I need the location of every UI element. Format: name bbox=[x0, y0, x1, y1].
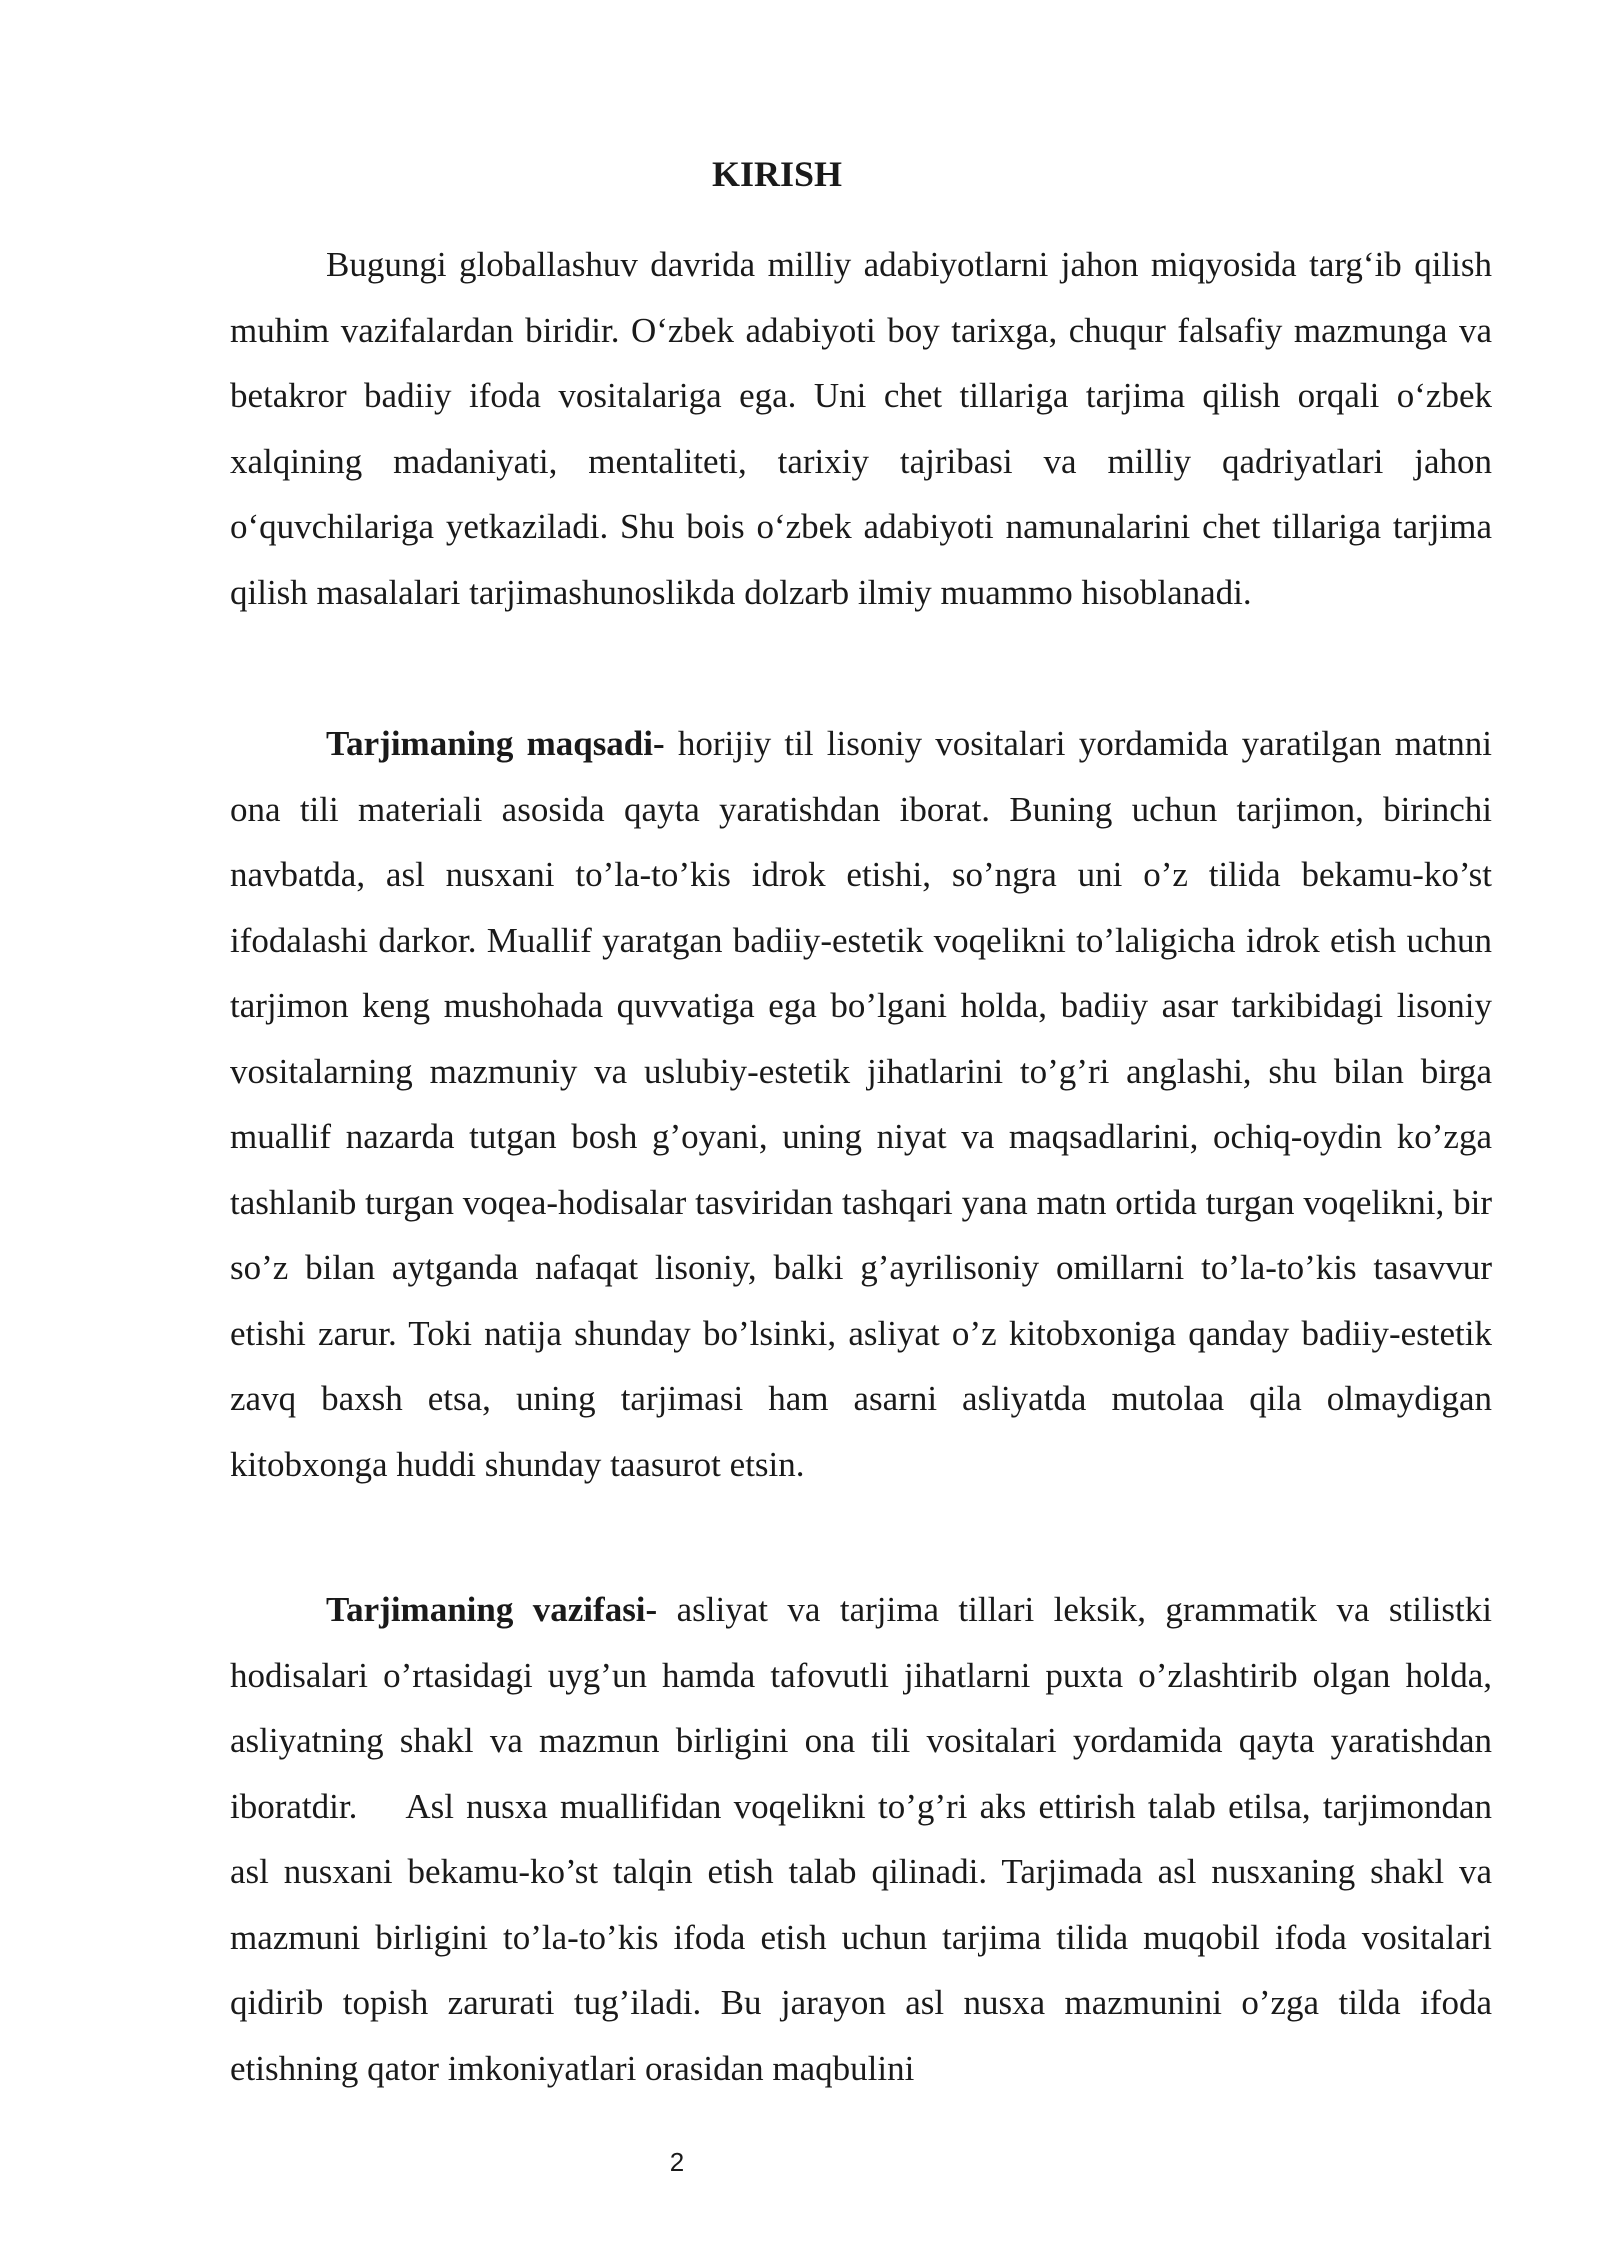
paragraph-lead-term: Tarjimaning maqsadi- bbox=[326, 724, 665, 763]
paragraph-text: asliyat va tarjima tillari leksik, grammatik va stilistki hodisalari o’rtasidagi uyg’un hamda tafovutli jihatlarni puxta o’zlashtirib olgan holda, asliyatning shakl va mazmun birligini ona tili vositalari yordamida qayta yaratishdan iboratdir. bbox=[230, 1590, 1492, 1826]
intro-paragraph bbox=[230, 232, 1492, 625]
paragraph-lead-term: Tarjimaning vazifasi- bbox=[326, 1590, 658, 1629]
translation-task-paragraph bbox=[230, 1577, 1492, 2101]
paragraph-text-continued: Asl nusxa muallifidan voqelikni to’g’ri aks ettirish talab etilsa, tarjimondan asl nusxani bekamu-ko’st talqin etish talab qilinadi. Tarjimada asl nusxaning shakl va mazmuni birligini to’la-to’kis ifoda etish uchun tarjima tilida muqobil ifoda vositalari qidirib topish zarurati tug’iladi. Bu jarayon asl nusxa mazmunini o’zga tilda ifoda etishning qator imkoniyatlari orasidan maqbulini bbox=[230, 1786, 1492, 2088]
translation-purpose-paragraph bbox=[230, 711, 1492, 1497]
page-number: 2 bbox=[669, 2147, 685, 2177]
paragraph-text: Bugungi globallashuv davrida milliy adabiyotlarni jahon miqyosida targ‘ib qilish muhim vazifalardan biridir. O‘zbek adabiyoti boy tarixga, chuqur falsafiy mazmunga va betakror badiiy ifoda vositalariga ega. Uni chet tillariga tarjima qilish orqali o‘zbek xalqining madaniyati, mentaliteti, tarixiy tajribasi va milliy qadriyatlari jahon o‘quvchilariga yetkaziladi. Shu bois o‘zbek adabiyoti namunalarini chet tillariga tarjima qilish masalalari tarjimashunoslikda dolzarb ilmiy muammo hisoblanadi. bbox=[230, 245, 1492, 612]
section-title: KIRISH bbox=[711, 154, 843, 194]
paragraph-text: horijiy til lisoniy vositalari yordamida yaratilgan matnni ona tili materiali asosida qayta yaratishdan iborat. Buning uchun tarjimon, birinchi navbatda, asl nusxani to’la-to’kis idrok etishi, so’ngra uni o’z tilida bekamu-ko’st ifodalashi darkor. Muallif yaratgan badiiy-estetik voqelikni to’laligicha idrok etish uchun tarjimon keng mushohada quvvatiga ega bo’lgani holda, badiiy asar tarkibidagi lisoniy vositalarning mazmuniy va uslubiy-estetik jihatlarini to’g’ri anglashi, shu bilan birga muallif nazarda tutgan bosh g’oyani, uning niyat va maqsadlarini, ochiq-oydin ko’zga tashlanib turgan voqea-hodisalar tasviridan tashqari yana matn ortida turgan voqelikni, bir so’z bilan aytganda nafaqat lisoniy, balki g’ayrilisoniy omillarni to’la-to’kis tasavvur etishi zarur. Toki natija shunday bo’lsinki, asliyat o’z kitobxoniga qanday badiiy-estetik zavq baxsh etsa, uning tarjimasi ham asarni asliyatda mutolaa qila olmaydigan kitobxonga huddi shunday taasurot etsin. bbox=[230, 724, 1492, 1484]
